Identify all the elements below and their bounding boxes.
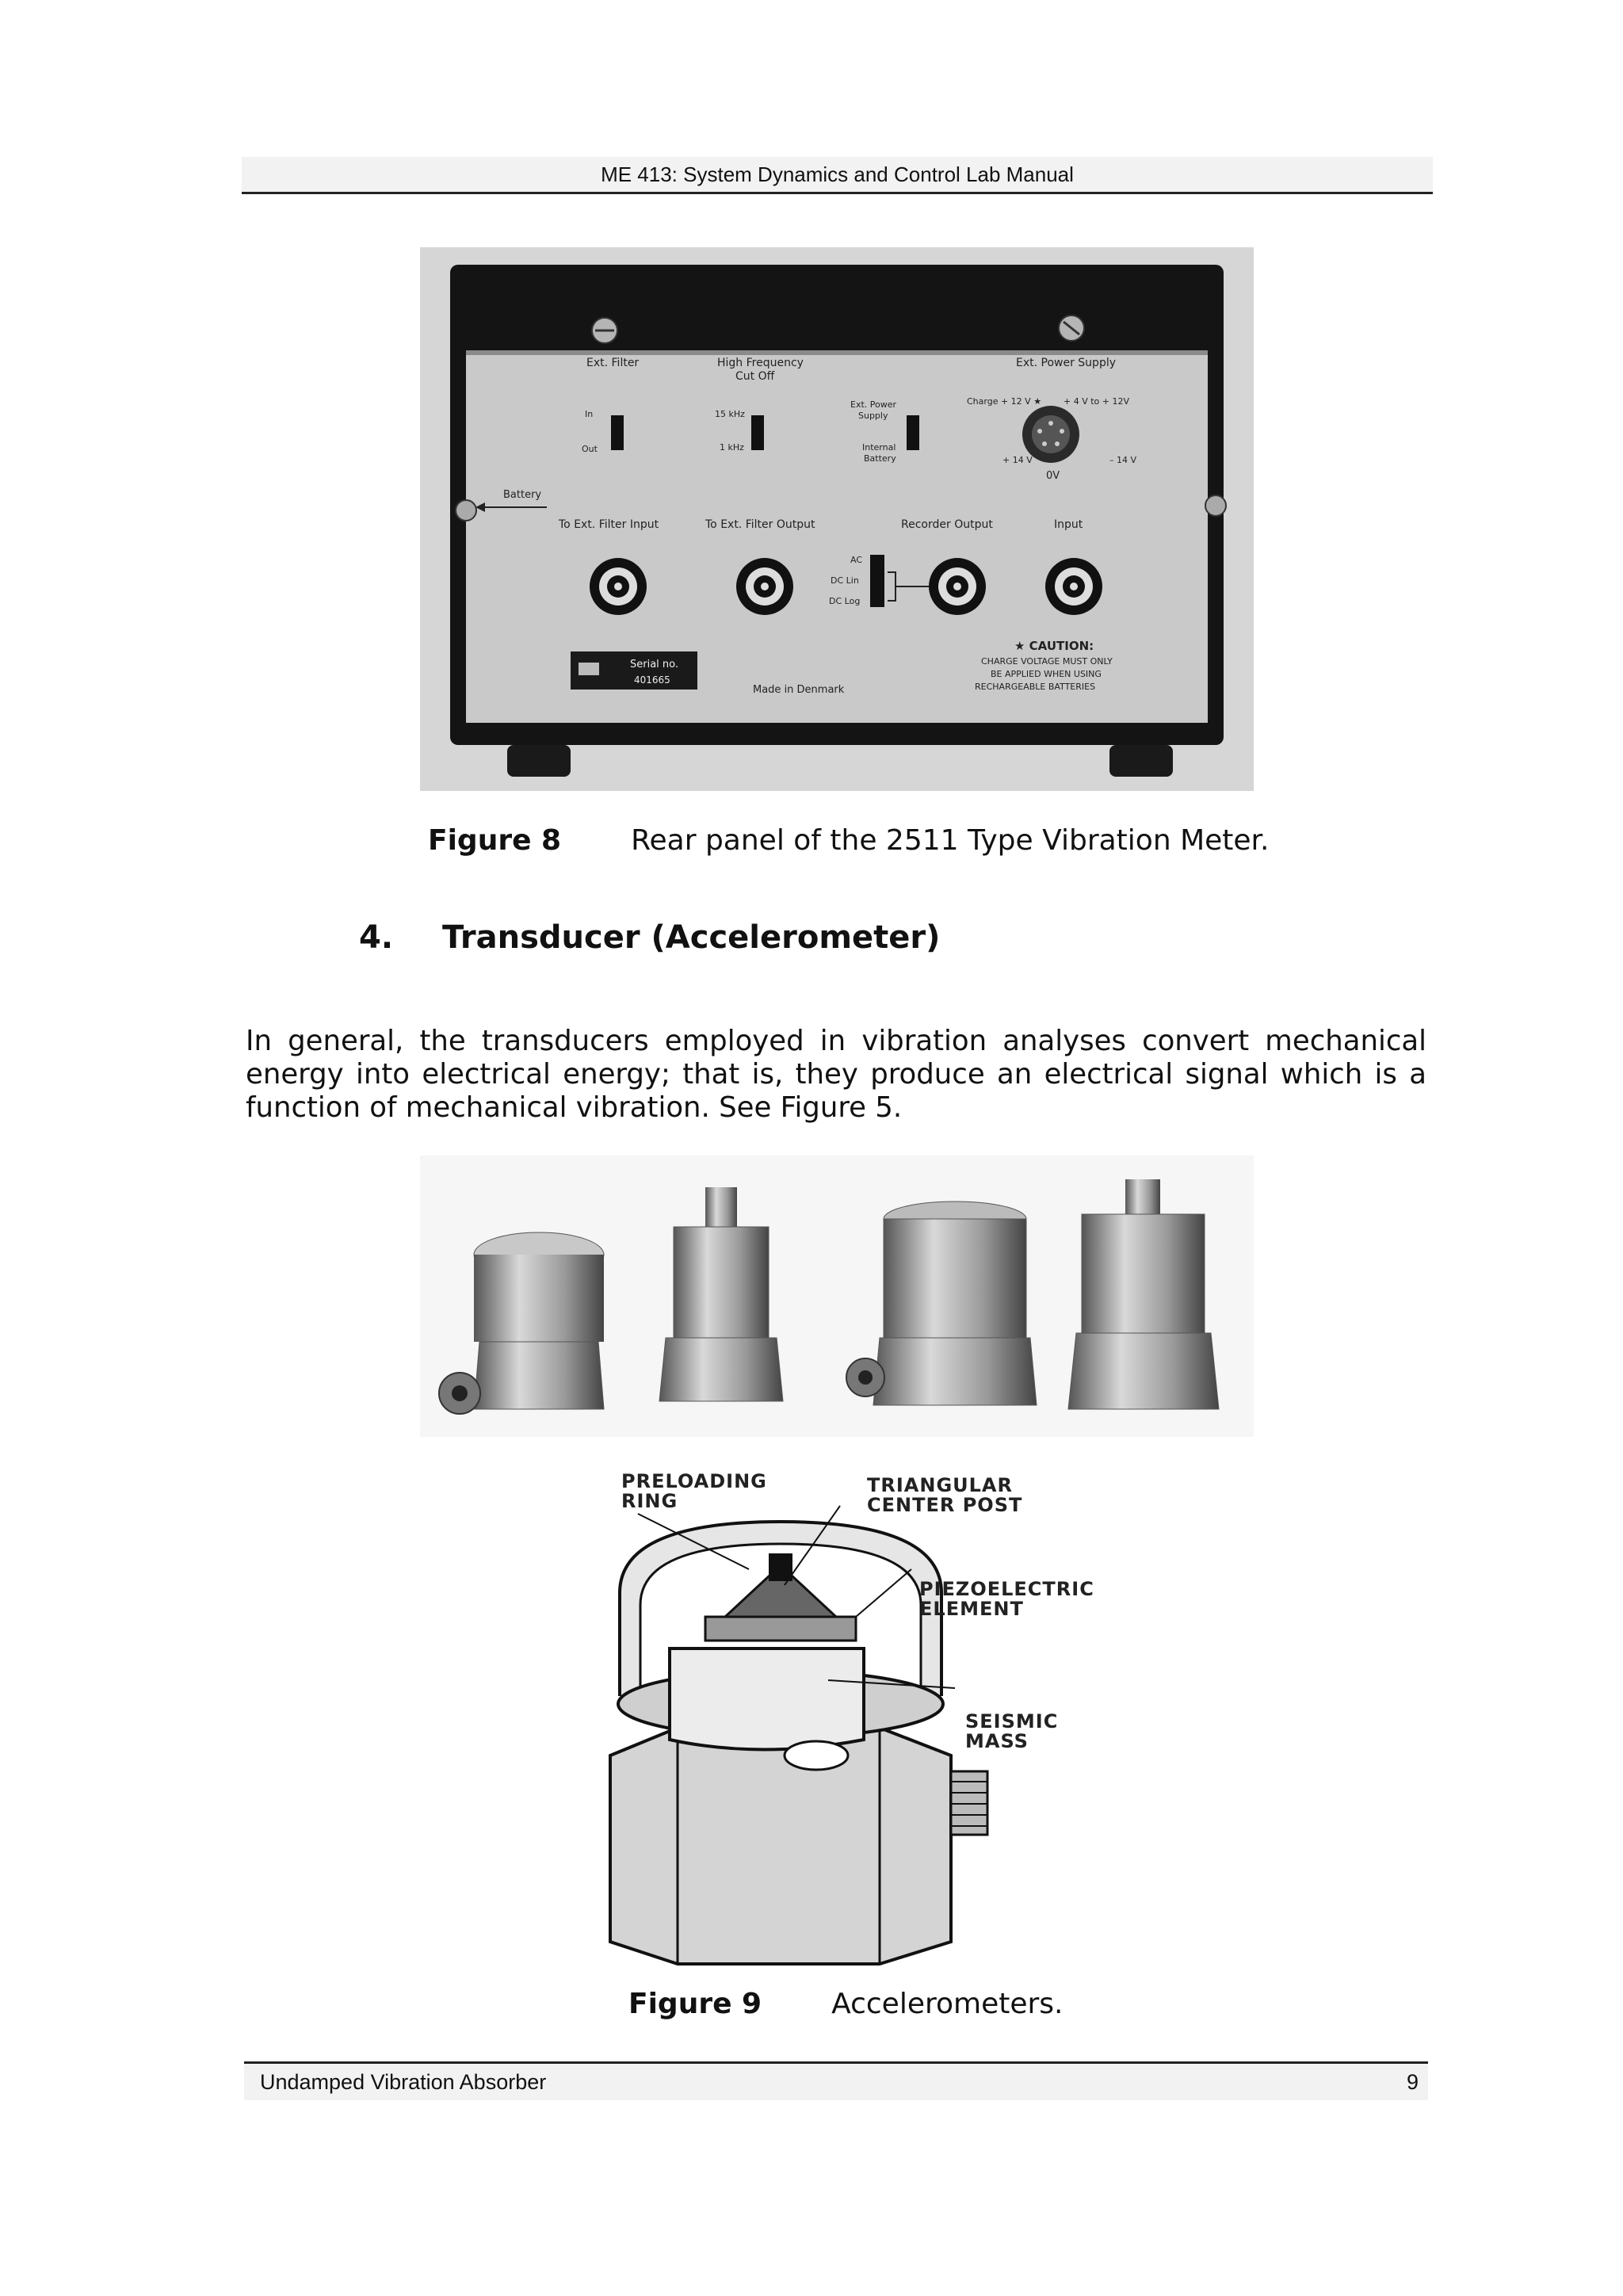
label-1khz: 1 kHz <box>720 442 744 453</box>
label-minus14: – 14 V <box>1109 455 1137 465</box>
section-heading <box>359 919 940 956</box>
label-internal: Internal <box>862 442 896 453</box>
label-supply: Supply <box>858 411 888 421</box>
label-to-filter-input: To Ext. Filter Input <box>559 518 659 531</box>
section-number: 4. <box>359 919 394 956</box>
page-header <box>242 157 1433 194</box>
label-serial: Serial no. <box>630 659 679 670</box>
label-input: Input <box>1054 518 1083 531</box>
label-seismic-mass: SEISMIC MASS <box>965 1710 1059 1752</box>
label-ext-filter: Ext. Filter <box>586 357 640 369</box>
label-charge: Charge + 12 V ★ <box>967 396 1042 407</box>
label-plus4: + 4 V to + 12V <box>1064 396 1130 407</box>
label-triangular-center-post: TRIANGULAR CENTER POST <box>867 1474 1023 1516</box>
label-plus14: + 14 V <box>1002 455 1033 465</box>
label-to-filter-output: To Ext. Filter Output <box>705 518 815 531</box>
body-paragraph: In general, the transducers employed in vibration analyses convert mechanical energy into electrical energy; that is, they produce an electrical signal which is a function of mechanical vibration. See Figure 5. <box>246 1025 1426 1124</box>
label-caution-3: RECHARGEABLE BATTERIES <box>975 682 1096 692</box>
figure9-text: Accelerometers. <box>831 1988 1064 2020</box>
figure9-number: Figure 9 <box>628 1988 762 2020</box>
label-ext-power-supply: Ext. Power Supply <box>1016 357 1117 369</box>
label-caution-2: BE APPLIED WHEN USING <box>991 669 1102 679</box>
label-15khz: 15 kHz <box>715 409 745 419</box>
label-ext-power: Ext. Power <box>850 399 897 410</box>
page-footer <box>244 2061 1428 2100</box>
label-out: Out <box>582 444 598 454</box>
page-number: 9 <box>1406 2070 1419 2094</box>
figure9-caption <box>628 1988 1064 2020</box>
vibration-meter-photo <box>420 247 1254 791</box>
label-high-freq: High Frequency <box>717 357 804 369</box>
label-caution-title: ★ CAUTION: <box>1014 639 1094 653</box>
label-ac: AC <box>850 555 863 565</box>
header-title: ME 413: System Dynamics and Control Lab Manual <box>601 162 1074 186</box>
label-made-in: Made in Denmark <box>753 684 845 696</box>
section-title: Transducer (Accelerometer) <box>442 919 941 956</box>
label-dc-lin: DC Lin <box>831 575 859 586</box>
label-recorder-output: Recorder Output <box>901 518 993 531</box>
figure8-number: Figure 8 <box>428 824 562 857</box>
figure8-caption <box>428 824 1270 857</box>
label-caution-1: CHARGE VOLTAGE MUST ONLY <box>981 656 1113 667</box>
label-piezoelectric-element: PIEZOELECTRIC ELEMENT <box>919 1578 1094 1620</box>
label-dc-log: DC Log <box>829 596 861 606</box>
label-in: In <box>585 409 594 419</box>
label-cut-off: Cut Off <box>735 370 775 383</box>
accelerometers-photo <box>420 1156 1254 1437</box>
label-serial-no: 401665 <box>634 674 670 686</box>
figure8-text: Rear panel of the 2511 Type Vibration Meter. <box>631 824 1270 857</box>
label-battery: Battery <box>503 489 542 501</box>
label-preloading-ring: PRELOADING RING <box>621 1470 767 1512</box>
label-battery-switch: Battery <box>864 453 896 464</box>
footer-title: Undamped Vibration Absorber <box>260 2070 547 2094</box>
label-zero-v: 0V <box>1046 470 1060 482</box>
